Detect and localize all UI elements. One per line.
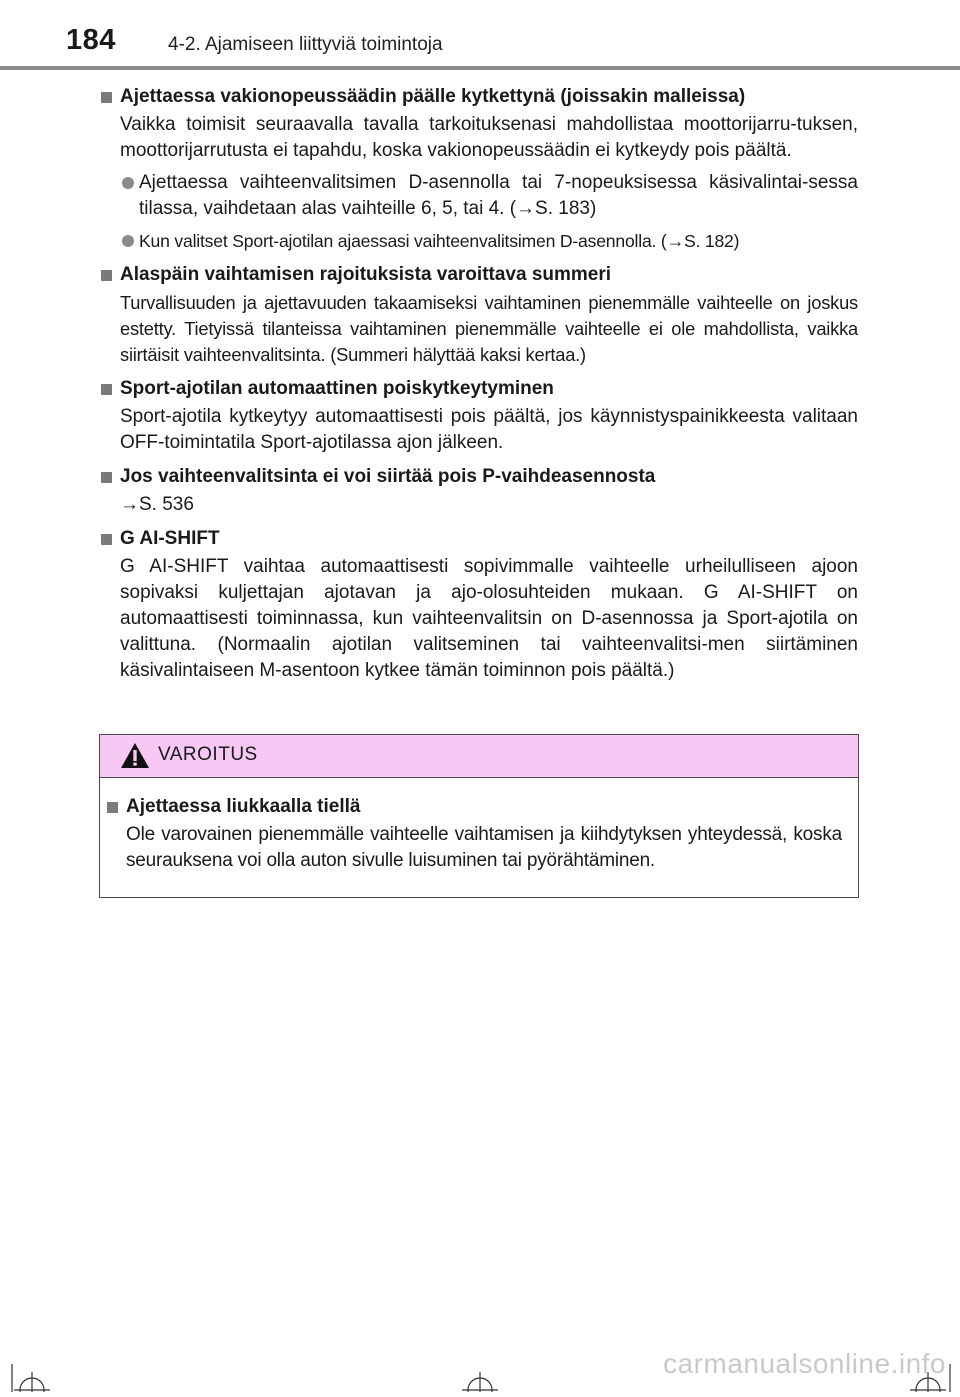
- square-bullet-icon: [101, 534, 112, 545]
- warning-triangle-icon: [120, 742, 150, 769]
- section-sport-mode-cancel: [100, 374, 858, 456]
- print-marks: [0, 1348, 960, 1392]
- circle-bullet-icon: [122, 177, 134, 189]
- main-content: [100, 82, 858, 690]
- header-divider: [0, 66, 960, 70]
- square-bullet-icon: [101, 472, 112, 483]
- section-heading: Jos vaihteenvalitsinta ei voi siirtää pois P-vaihdeasennosta: [100, 462, 858, 492]
- warning-content: [100, 778, 858, 874]
- section-body: Sport-ajotila kytkeytyy automaattisesti pois päältä, jos käynnistyspainikkeesta valitaan OFF-toimintatila Sport-ajotilassa ajon jälkeen.: [120, 406, 858, 453]
- warning-box: [99, 734, 859, 898]
- section-heading: G AI-SHIFT: [100, 524, 858, 554]
- square-bullet-icon: [107, 802, 118, 813]
- square-bullet-icon: [101, 92, 112, 103]
- watermark: carmanualsonline.info: [663, 1348, 946, 1379]
- circle-bullet-icon: [122, 235, 134, 247]
- chapter-title: 4-2. Ajamiseen liittyviä toimintoja: [168, 34, 443, 55]
- warning-body: Ole varovainen pienemmälle vaihteelle vaihtamisen ja kiihdytyksen yhteydessä, koska seurauksena voi olla auton sivulle luisuminen tai pyörähtäminen.: [126, 824, 842, 871]
- page-header: [0, 0, 960, 70]
- section-heading: Alaspäin vaihtamisen rajoituksista varoittava summeri: [100, 260, 858, 290]
- page-number: 184: [66, 24, 116, 56]
- page-reference-link[interactable]: →S. 536: [120, 494, 194, 515]
- list-item: Kun valitset Sport-ajotilan ajaessasi vaihteenvalitsimen D-asennolla. (→S. 182): [100, 228, 858, 254]
- section-heading: Sport-ajotilan automaattinen poiskytkeytyminen: [100, 374, 858, 404]
- section-downshift-buzzer: [100, 260, 858, 368]
- section-g-ai-shift: [100, 524, 858, 684]
- section-heading: Ajettaessa vakionopeussäädin päälle kytkettynä (joissakin malleissa): [100, 82, 858, 112]
- section-body: G AI-SHIFT vaihtaa automaattisesti sopivimmalle vaihteelle urheilulliseen ajoon sopivaksi kuljettajan ajotavan ja ajo-olosuhteiden mukaan. G AI-SHIFT on automaattisesti toiminnassa, kun vaihteenvalitsin on D-asennossa ja Sport-ajotila on valittuna. (Normaalin ajotilan valitseminen tai vaihteenvalitsi-men siirtäminen käsivalintaiseen M-asentoon kytkee tämän toiminnon pois päältä.): [120, 556, 858, 681]
- warning-header: [100, 735, 858, 778]
- list-item: Ajettaessa vaihteenvalitsimen D-asennolla tai 7-nopeuksisessa käsivalintai-sessa tilassa, vaihdetaan alas vaihteille 6, 5, tai 4. (→S. 183): [100, 170, 858, 222]
- warning-title: VAROITUS: [158, 744, 258, 765]
- section-shift-lever-stuck: [100, 462, 858, 518]
- section-body: Vaikka toimisit seuraavalla tavalla tarkoituksenasi mahdollistaa moottorijarru-tuksen, moottorijarrutusta ei tapahdu, koska vakionopeussäädin ei kytkeydy pois päältä.: [120, 114, 858, 161]
- square-bullet-icon: [101, 270, 112, 281]
- warning-heading: Ajettaessa liukkaalla tiellä: [106, 792, 842, 822]
- section-cruise-control: [100, 82, 858, 254]
- square-bullet-icon: [101, 384, 112, 395]
- section-body: Turvallisuuden ja ajettavuuden takaamiseksi vaihtaminen pienemmälle vaihteelle on joskus estetty. Tietyissä tilanteissa vaihtaminen pienemmälle vaihteelle ei ole mahdollista, vaikka siirtäisit vaihteenvalitsinta. (Summeri hälyttää kaksi kertaa.): [120, 292, 858, 365]
